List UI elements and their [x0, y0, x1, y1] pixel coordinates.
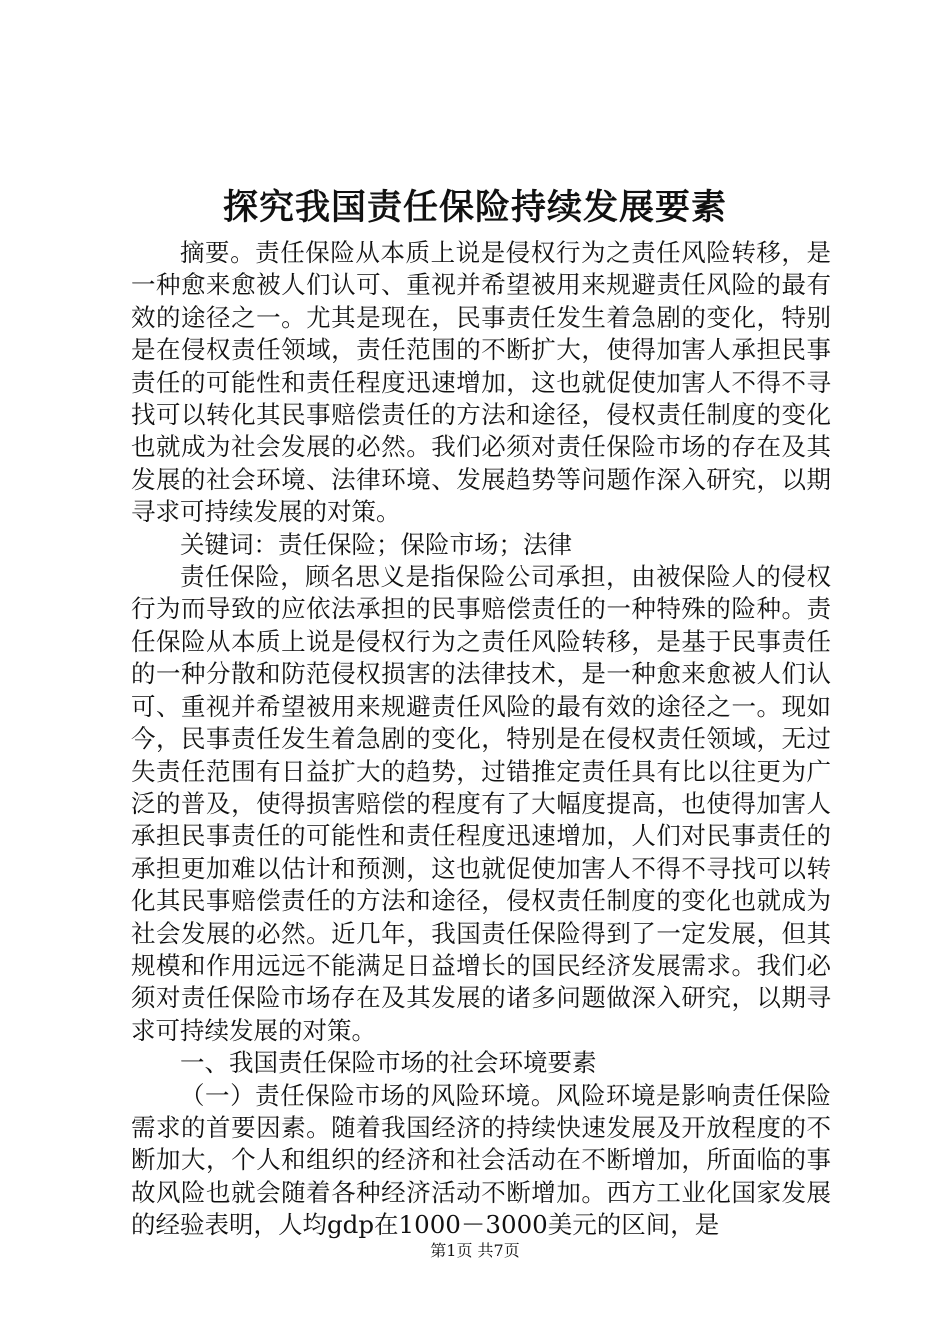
subsection-paragraph: （一）责任保险市场的风险环境。风险环境是影响责任保险需求的首要因素。随着我国经济的持续快速发展及开放程度的不断加大，个人和组织的经济和社会活动在不断增加，所面临的事故风险也就会随着各种经济活动不断增加。西方工业化国家发展的经验表明，人均gdp在1000－3000美元的区间，是	[131, 1080, 831, 1240]
abstract-paragraph: 摘要。责任保险从本质上说是侵权行为之责任风险转移，是一种愈来愈被人们认可、重视并希望被用来规避责任风险的最有效的途径之一。尤其是现在，民事责任发生着急剧的变化，特别是在侵权责任领域，责任范围的不断扩大，使得加害人承担民事责任的可能性和责任程度迅速增加，这也就促使加害人不得不寻找可以转化其民事赔偿责任的方法和途径，侵权责任制度的变化也就成为社会发展的必然。我们必须对责任保险市场的存在及其发展的社会环境、法律环境、发展趋势等问题作深入研究，以期寻求可持续发展的对策。	[131, 238, 831, 527]
introduction-paragraph: 责任保险，顾名思义是指保险公司承担，由被保险人的侵权行为而导致的应依法承担的民事赔偿责任的一种特殊的险种。责任保险从本质上说是侵权行为之责任风险转移，是基于民事责任的一种分散和防范侵权损害的法律技术，是一种愈来愈被人们认可、重视并希望被用来规避责任风险的最有效的途径之一。现如今，民事责任发生着急剧的变化，特别是在侵权责任领域，无过失责任范围有日益扩大的趋势，过错推定责任具有比以往更为广泛的普及，使得损害赔偿的程度有了大幅度提高，也使得加害人承担民事责任的可能性和责任程度迅速增加，人们对民事责任的承担更加难以估计和预测，这也就促使加害人不得不寻找可以转化其民事赔偿责任的方法和途径，侵权责任制度的变化也就成为社会发展的必然。近几年，我国责任保险得到了一定发展，但其规模和作用远远不能满足日益增长的国民经济发展需求。我们必须对责任保险市场存在及其发展的诸多问题做深入研究，以期寻求可持续发展的对策。	[131, 562, 831, 1045]
keywords-paragraph: 关键词：责任保险；保险市场；法律	[180, 529, 572, 559]
document-body	[131, 237, 831, 1242]
page-footer: 第1页 共7页	[430, 1241, 520, 1260]
section-heading: 一、我国责任保险市场的社会环境要素	[180, 1048, 597, 1078]
document-title: 探究我国责任保险持续发展要素	[222, 187, 727, 228]
